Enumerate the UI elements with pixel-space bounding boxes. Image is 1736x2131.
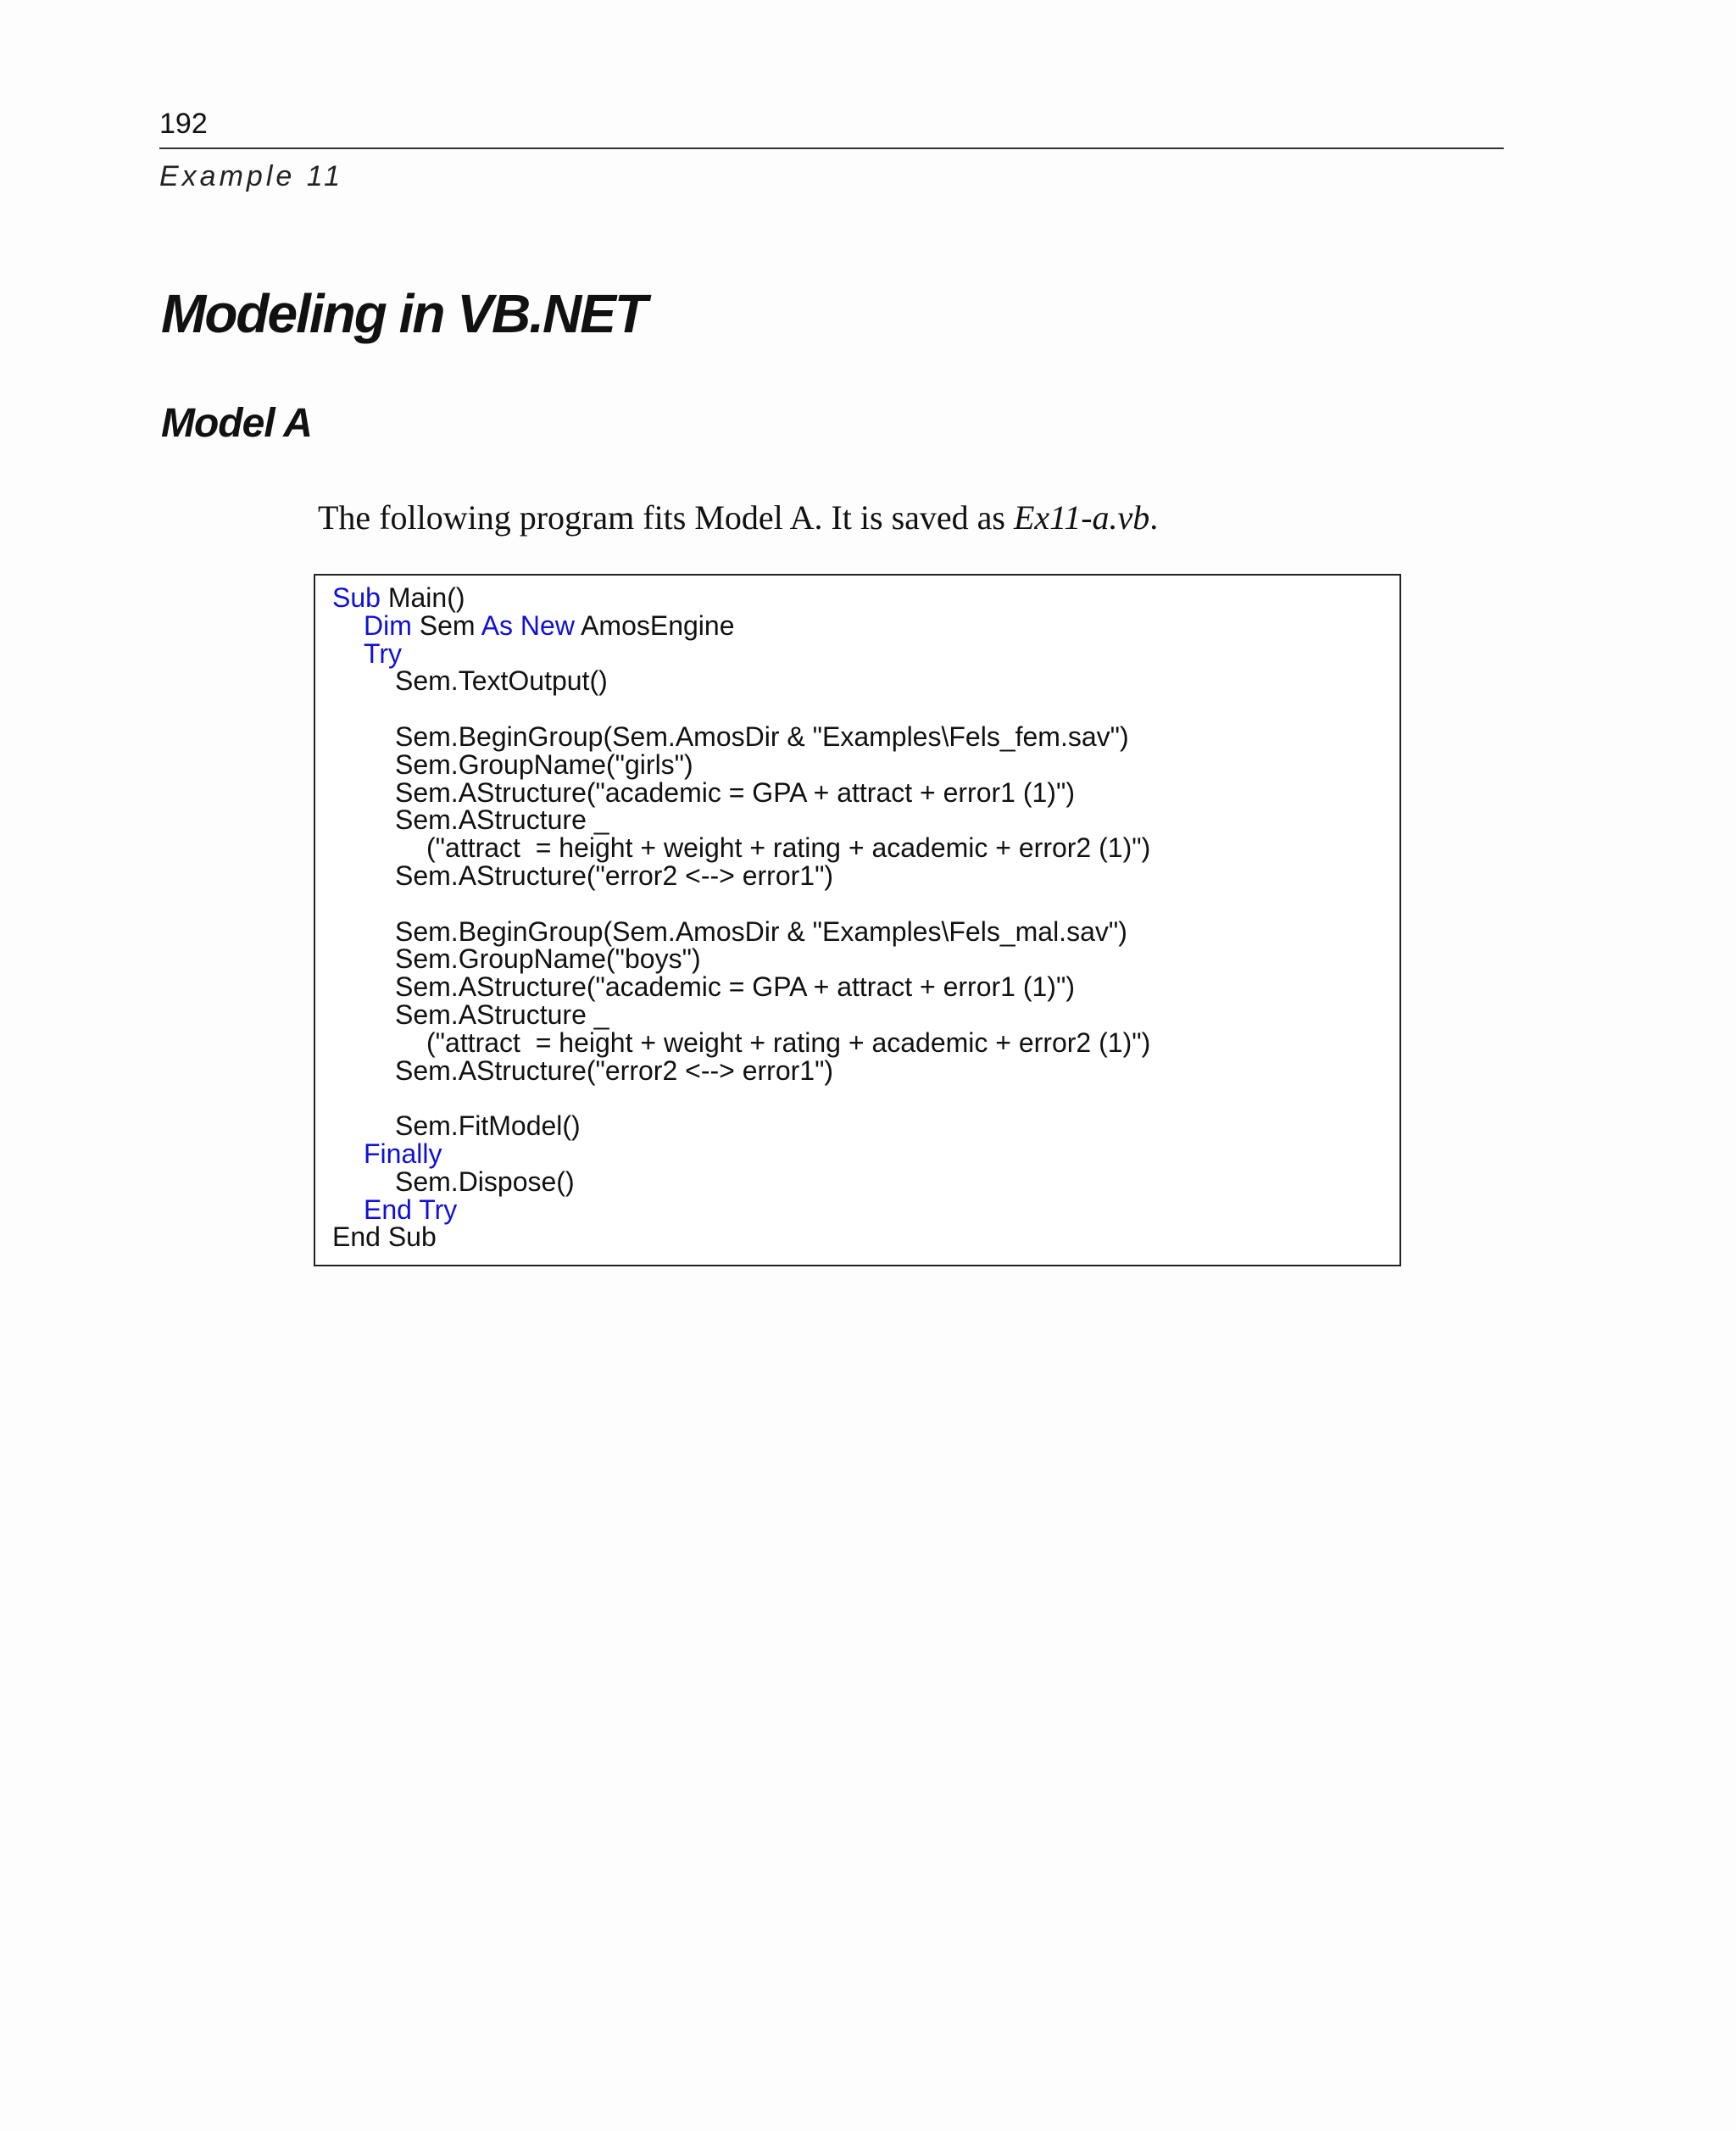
code-text: Sem.BeginGroup(Sem.AmosDir & "Examples\Fels_fem.sav") bbox=[395, 721, 1129, 752]
code-line bbox=[332, 1084, 1383, 1112]
code-line bbox=[332, 695, 1383, 723]
code-text: Sem.Dispose() bbox=[395, 1166, 575, 1197]
code-text: Main() bbox=[380, 582, 465, 613]
code-line bbox=[332, 806, 1383, 834]
code-text: Sem.FitModel() bbox=[395, 1110, 581, 1142]
code-text: Sem.TextOutput() bbox=[395, 665, 608, 697]
intro-period: . bbox=[1149, 498, 1159, 537]
code-keyword: Sub bbox=[332, 582, 381, 613]
code-text: Sem.BeginGroup(Sem.AmosDir & "Examples\Fels_mal.sav") bbox=[395, 915, 1127, 947]
code-keyword: Try bbox=[364, 637, 403, 669]
code-line bbox=[332, 1112, 1383, 1140]
code-line bbox=[332, 1140, 1383, 1168]
code-text: AmosEngine bbox=[574, 609, 735, 641]
page-number: 192 bbox=[159, 108, 208, 140]
code-text: ("attract = height + weight + rating + academic + error2 (1)") bbox=[426, 1027, 1151, 1058]
code-text: End Sub bbox=[332, 1221, 437, 1253]
code-line bbox=[332, 776, 1383, 808]
code-line bbox=[332, 609, 1383, 641]
code-line bbox=[332, 1001, 1383, 1029]
intro-paragraph bbox=[318, 496, 1158, 540]
chapter-title: Modeling in VB.NET bbox=[161, 283, 646, 344]
code-text: Sem.AStructure("error2 <--> error1") bbox=[395, 1054, 834, 1086]
code-text: Sem.AStructure("error2 <--> error1") bbox=[395, 860, 834, 891]
code-text: Sem.AStructure("academic = GPA + attract + error1 (1)") bbox=[395, 776, 1075, 808]
running-head: Example 11 bbox=[159, 160, 344, 192]
intro-filename: Ex11-a.vb bbox=[1013, 498, 1150, 537]
code-line bbox=[332, 834, 1383, 862]
code-keyword: As New bbox=[481, 609, 575, 641]
code-text: Sem.GroupName("boys") bbox=[395, 943, 701, 975]
code-text: Sem.AStructure _ bbox=[395, 804, 609, 836]
code-line bbox=[332, 1029, 1383, 1057]
code-line bbox=[332, 890, 1383, 918]
code-line bbox=[332, 945, 1383, 973]
intro-text: The following program fits Model A. It is saved as bbox=[318, 498, 1014, 537]
code-text: Sem bbox=[411, 609, 481, 641]
page-header bbox=[159, 107, 1504, 193]
code-keyword: End Try bbox=[364, 1193, 458, 1225]
code-line bbox=[332, 862, 1383, 890]
code-line bbox=[332, 723, 1383, 751]
code-line bbox=[332, 667, 1383, 695]
code-line bbox=[332, 1168, 1383, 1196]
code-line bbox=[332, 748, 1383, 780]
code-text: Sem.AStructure("academic = GPA + attract + error1 (1)") bbox=[395, 971, 1075, 1003]
code-listing bbox=[314, 574, 1401, 1266]
code-line bbox=[332, 973, 1383, 1001]
code-text: Sem.GroupName("girls") bbox=[395, 748, 693, 780]
code-line bbox=[332, 1193, 1383, 1225]
code-line bbox=[332, 1054, 1383, 1086]
code-keyword: Dim bbox=[364, 609, 412, 641]
code-lines bbox=[332, 584, 1383, 1251]
code-line bbox=[332, 1223, 1383, 1251]
section-title: Model A bbox=[161, 401, 312, 446]
code-text: Sem.AStructure _ bbox=[395, 999, 609, 1030]
code-line bbox=[332, 637, 1383, 669]
code-line bbox=[332, 915, 1383, 947]
header-rule bbox=[159, 147, 1504, 149]
code-line bbox=[332, 584, 1383, 612]
code-text: ("attract = height + weight + rating + academic + error2 (1)") bbox=[426, 832, 1151, 864]
code-keyword: Finally bbox=[364, 1138, 442, 1169]
